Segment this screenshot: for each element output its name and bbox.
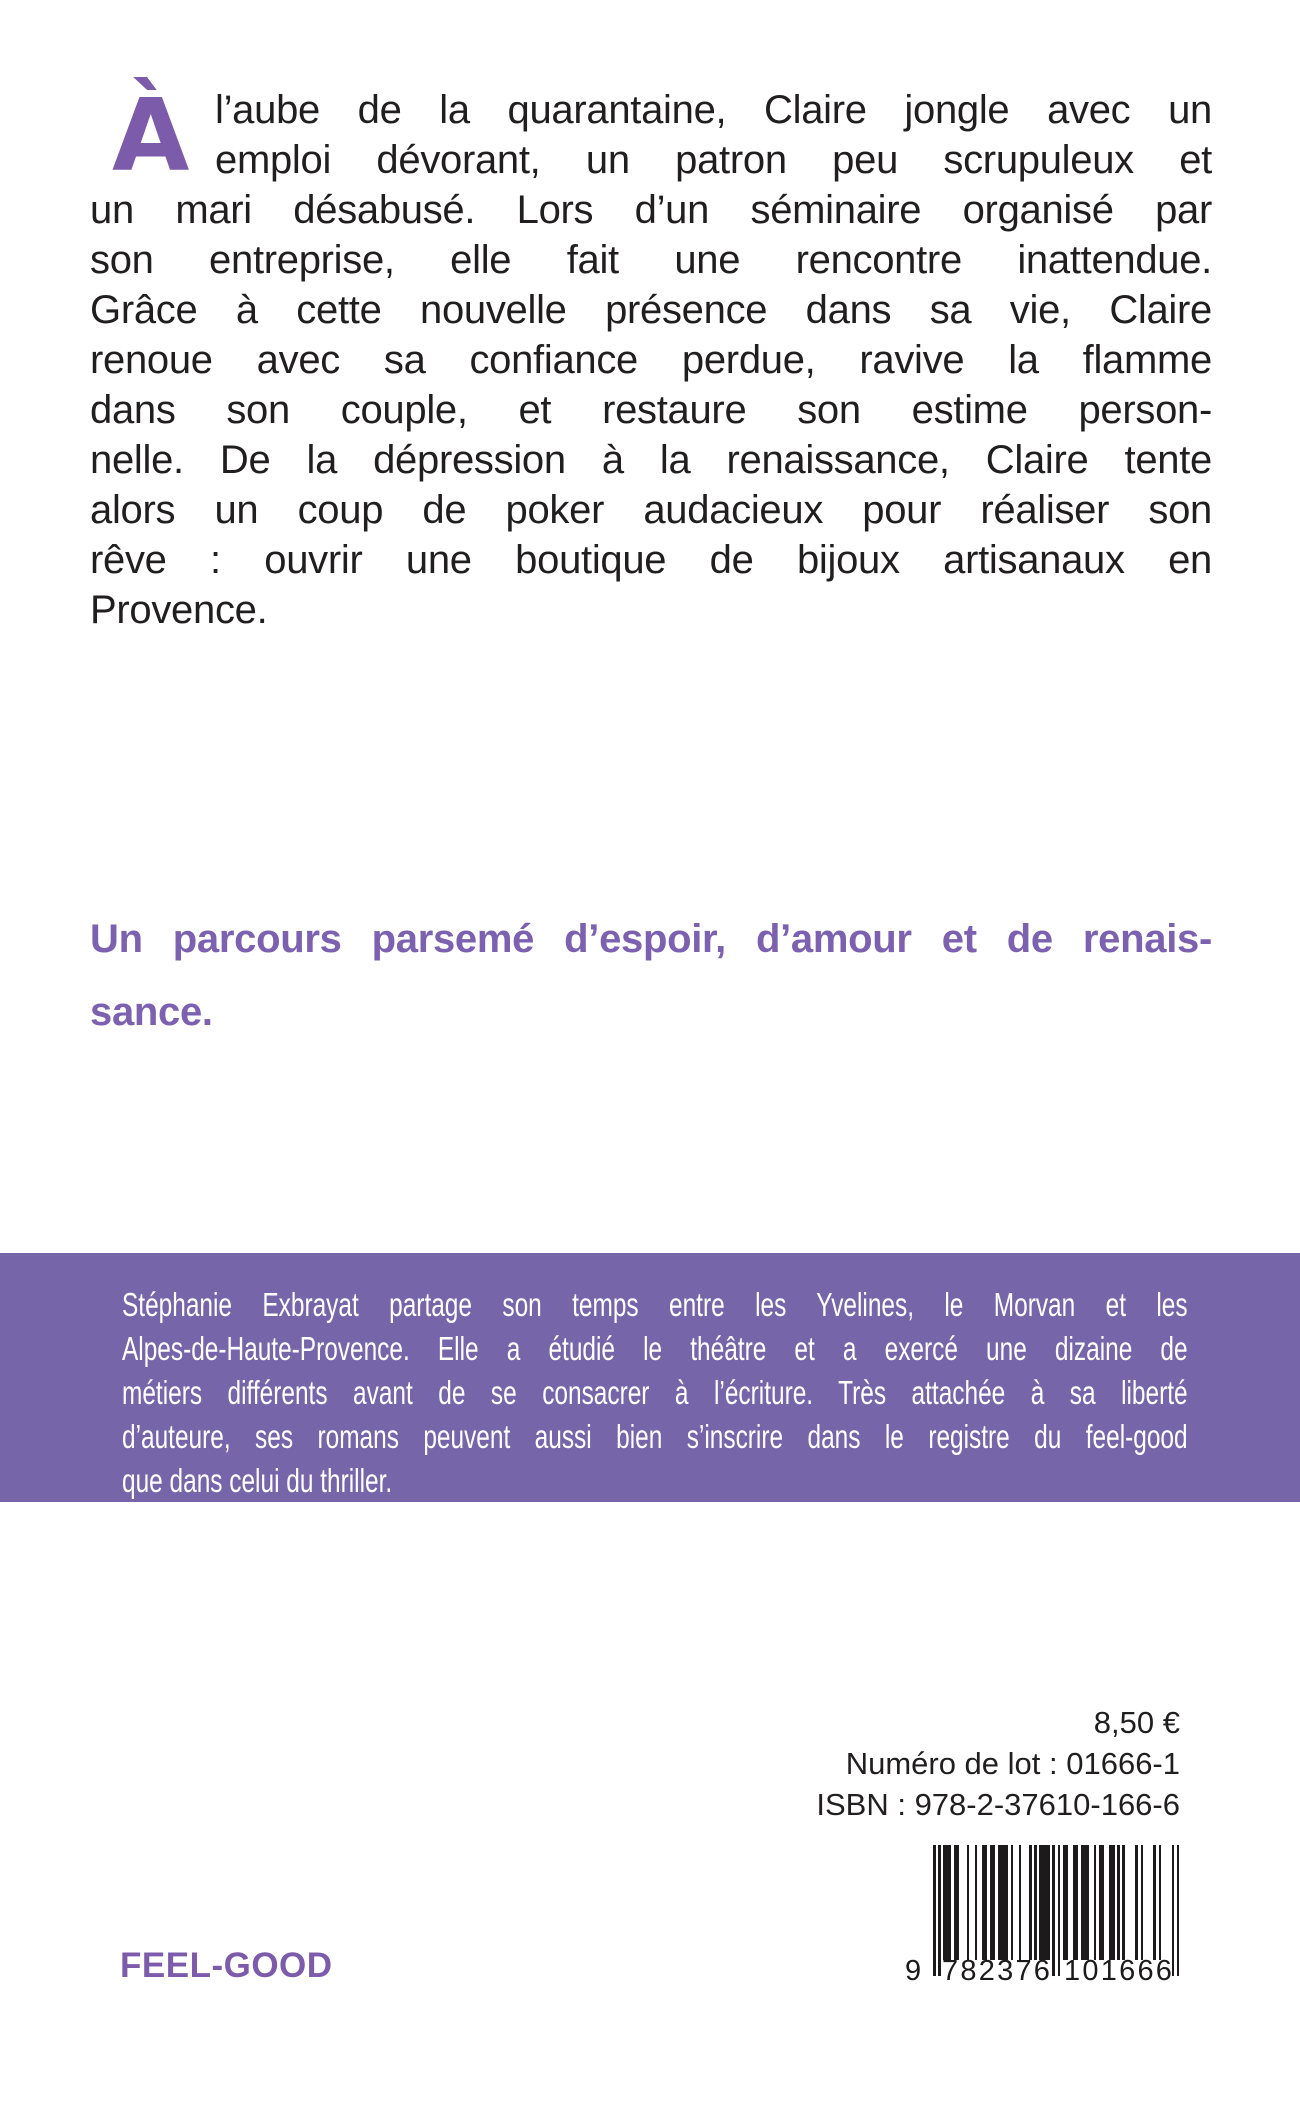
barcode-digit: 0 <box>1082 1955 1099 1987</box>
barcode-digit: 6 <box>1033 1955 1050 1987</box>
barcode-digit: 2 <box>978 1955 995 1987</box>
barcode-digit: 6 <box>1119 1955 1136 1987</box>
barcode-digit: 6 <box>1155 1955 1172 1987</box>
synopsis-body-lines <box>90 185 1212 585</box>
barcode-bar <box>1177 1845 1180 1976</box>
barcode-digit: 7 <box>1015 1955 1032 1987</box>
text-line: rêve : ouvrir une boutique de bijoux artisanaux en <box>90 538 1212 582</box>
text-line: emploi dévorant, un patron peu scrupuleux et <box>215 138 1212 182</box>
barcode-digit: 7 <box>942 1955 959 1987</box>
genre-label: FEEL-GOOD <box>120 1946 333 1985</box>
barcode-digit: 3 <box>997 1955 1014 1987</box>
text-line: renoue avec sa confiance perdue, ravive la flamme <box>90 338 1212 382</box>
author-bio-lines <box>122 1283 1188 1459</box>
text-line: alors un coup de poker audacieux pour réaliser son <box>90 488 1212 532</box>
text-line: Stéphanie Exbrayat partage son temps entre les Yvelines, le Morvan et les <box>122 1286 1188 1323</box>
barcode-digit: 8 <box>960 1955 977 1987</box>
tagline-line: Un parcours parsemé d’espoir, d’amour et de renais- <box>90 917 1212 961</box>
drop-cap-letter: À <box>112 77 190 194</box>
text-line: Grâce à cette nouvelle présence dans sa vie, Claire <box>90 288 1212 332</box>
pricing-block <box>816 1702 1180 1825</box>
text-line: un mari désabusé. Lors d’un séminaire organisé par <box>90 188 1212 232</box>
text-line: métiers différents avant de se consacrer à l’écriture. Très attachée à sa liberté <box>122 1374 1188 1411</box>
lot-number: Numéro de lot : 01666-1 <box>845 1746 1180 1781</box>
synopsis-wrap-lines <box>90 85 1212 185</box>
synopsis-last-line: Provence. <box>90 588 268 632</box>
text-line: dans son couple, et restaure son estime person- <box>90 388 1212 432</box>
tagline <box>90 903 1212 1049</box>
author-bio-text <box>122 1283 1188 1503</box>
tagline-last-line: sance. <box>90 990 213 1034</box>
barcode <box>905 1845 1180 1993</box>
author-bio-banner <box>0 1253 1300 1502</box>
text-line: Alpes-de-Haute-Provence. Elle a étudié le théâtre et a exercé une dizaine de <box>122 1330 1188 1367</box>
barcode-first-digit: 9 <box>905 1955 922 1987</box>
barcode-right-digits <box>1064 1955 1172 1988</box>
barcode-digit: 1 <box>1064 1955 1081 1987</box>
barcode-digit: 6 <box>1137 1955 1154 1987</box>
text-line: l’aube de la quarantaine, Claire jongle avec un <box>215 88 1212 132</box>
author-bio-last-line: que dans celui du thriller. <box>122 1462 393 1499</box>
isbn: ISBN : 978-2-37610-166-6 <box>816 1787 1180 1822</box>
text-line: d’auteure, ses romans peuvent aussi bien s’inscrire dans le registre du feel-good <box>122 1418 1188 1455</box>
text-line: son entreprise, elle fait une rencontre inattendue. <box>90 238 1212 282</box>
price: 8,50 € <box>1093 1705 1180 1740</box>
barcode-left-digits <box>942 1955 1050 1988</box>
synopsis-paragraph <box>90 85 1212 635</box>
barcode-digit: 1 <box>1100 1955 1117 1987</box>
text-line: nelle. De la dépression à la renaissance, Claire tente <box>90 438 1212 482</box>
